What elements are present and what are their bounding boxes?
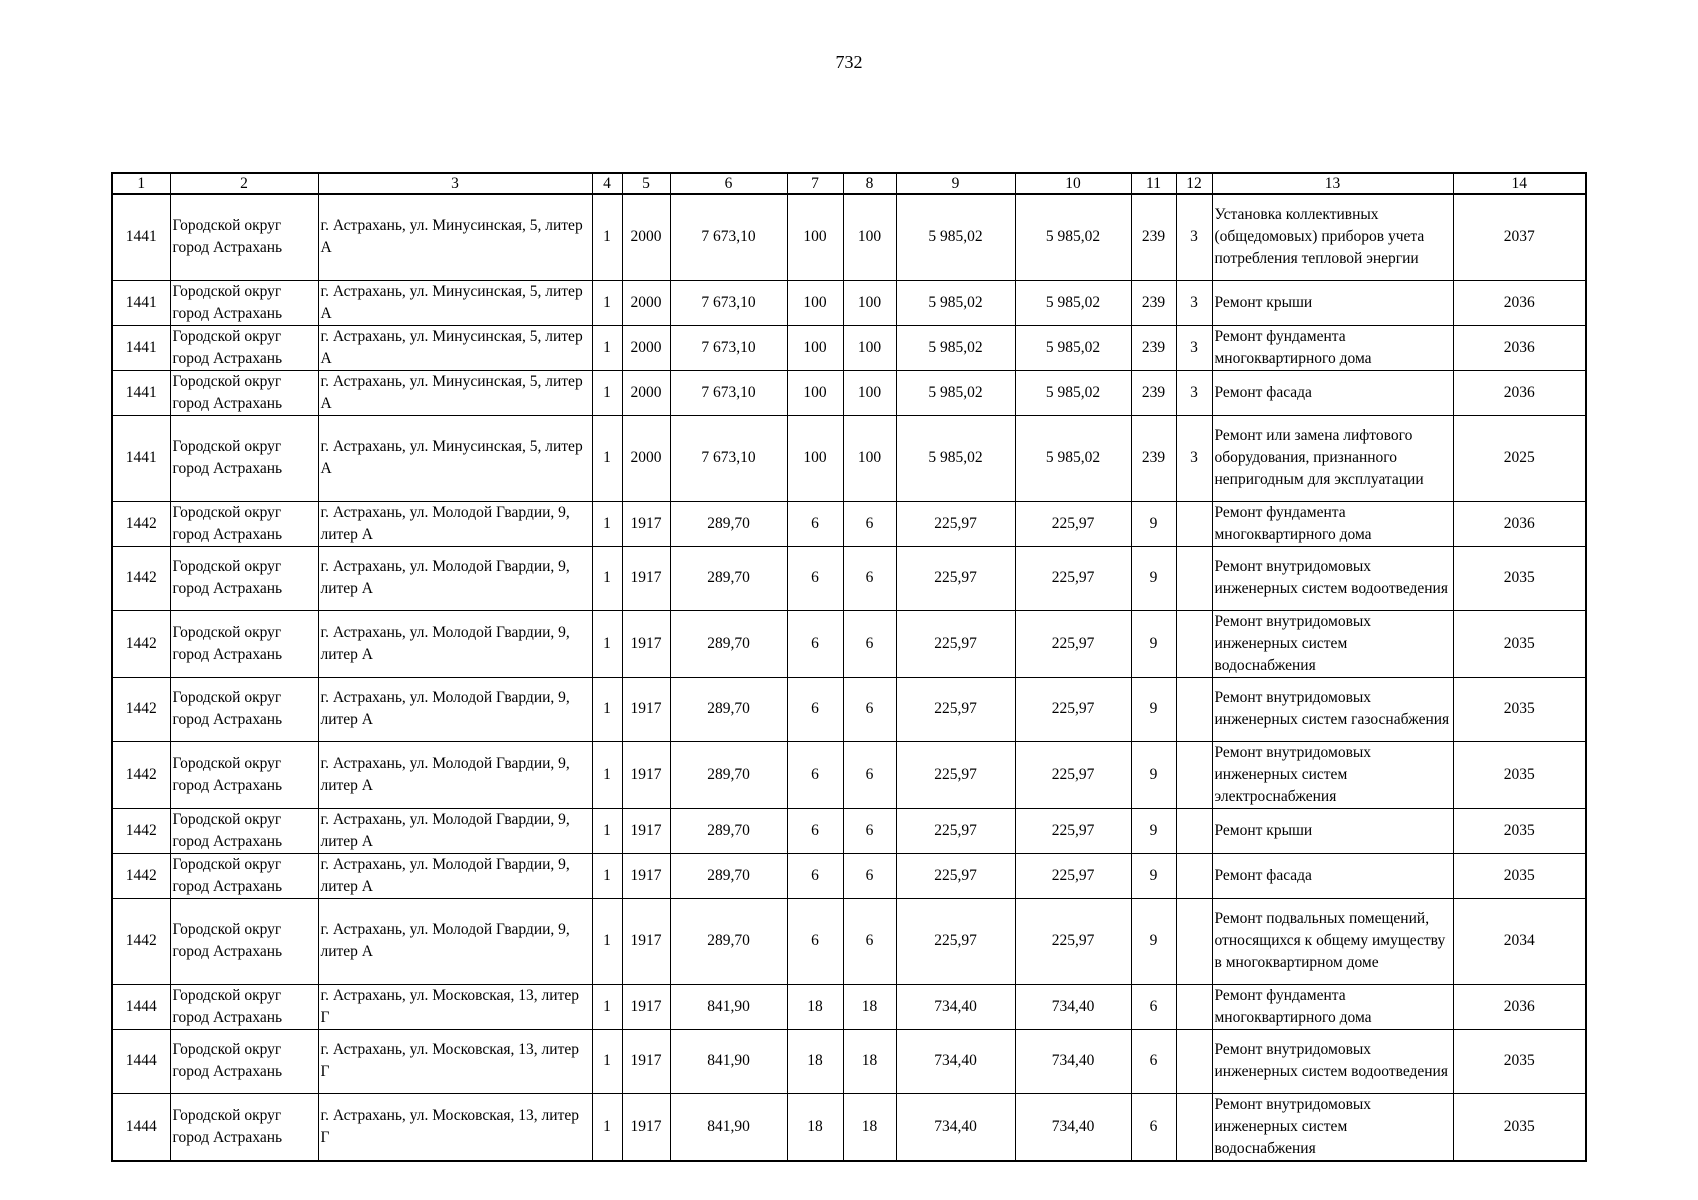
col11-cell: 9 xyxy=(1131,808,1176,853)
col9-cell: 5 985,02 xyxy=(896,325,1015,370)
row-number-cell: 1441 xyxy=(112,415,170,501)
col12-cell xyxy=(1176,1093,1212,1161)
planned-year-cell: 2035 xyxy=(1453,853,1586,898)
col12-cell: 3 xyxy=(1176,370,1212,415)
work-type-cell: Ремонт фундамента многоквартирного дома xyxy=(1212,984,1453,1029)
col9-cell: 5 985,02 xyxy=(896,415,1015,501)
planned-year-cell: 2035 xyxy=(1453,677,1586,741)
address-cell: г. Астрахань, ул. Молодой Гвардии, 9, литер А xyxy=(318,853,592,898)
column-header: 3 xyxy=(318,173,592,194)
col4-cell: 1 xyxy=(592,280,622,325)
col11-cell: 6 xyxy=(1131,984,1176,1029)
area-total-cell: 7 673,10 xyxy=(670,280,787,325)
address-cell: г. Астрахань, ул. Молодой Гвардии, 9, литер А xyxy=(318,898,592,984)
col8-cell: 6 xyxy=(843,546,896,610)
row-number-cell: 1444 xyxy=(112,1029,170,1093)
col9-cell: 734,40 xyxy=(896,1093,1015,1161)
table-body xyxy=(112,194,1586,1161)
column-header: 13 xyxy=(1212,173,1453,194)
col11-cell: 9 xyxy=(1131,853,1176,898)
col9-cell: 734,40 xyxy=(896,984,1015,1029)
work-type-cell: Ремонт внутридомовых инженерных систем водоотведения xyxy=(1212,1029,1453,1093)
col11-cell: 6 xyxy=(1131,1093,1176,1161)
col4-cell: 1 xyxy=(592,984,622,1029)
municipality-cell: Городской округ город Астрахань xyxy=(170,280,318,325)
planned-year-cell: 2036 xyxy=(1453,280,1586,325)
col11-cell: 9 xyxy=(1131,501,1176,546)
col7-cell: 6 xyxy=(787,677,843,741)
work-type-cell: Ремонт внутридомовых инженерных систем водоотведения xyxy=(1212,546,1453,610)
address-cell: г. Астрахань, ул. Молодой Гвардии, 9, литер А xyxy=(318,546,592,610)
year-cell: 2000 xyxy=(622,194,670,280)
year-cell: 2000 xyxy=(622,370,670,415)
col4-cell: 1 xyxy=(592,898,622,984)
col11-cell: 9 xyxy=(1131,610,1176,677)
column-header: 1 xyxy=(112,173,170,194)
municipality-cell: Городской округ город Астрахань xyxy=(170,677,318,741)
col4-cell: 1 xyxy=(592,677,622,741)
col11-cell: 9 xyxy=(1131,741,1176,808)
work-type-cell: Ремонт или замена лифтового оборудования, признанного непригодным для эксплуатации xyxy=(1212,415,1453,501)
table-row xyxy=(112,898,1586,984)
planned-year-cell: 2035 xyxy=(1453,1029,1586,1093)
col11-cell: 239 xyxy=(1131,370,1176,415)
table-row xyxy=(112,325,1586,370)
row-number-cell: 1442 xyxy=(112,741,170,808)
header-row xyxy=(112,173,1586,194)
col10-cell: 5 985,02 xyxy=(1015,325,1131,370)
col9-cell: 225,97 xyxy=(896,677,1015,741)
address-cell: г. Астрахань, ул. Московская, 13, литер Г xyxy=(318,1029,592,1093)
col8-cell: 6 xyxy=(843,898,896,984)
col10-cell: 225,97 xyxy=(1015,808,1131,853)
col10-cell: 5 985,02 xyxy=(1015,415,1131,501)
col4-cell: 1 xyxy=(592,325,622,370)
col10-cell: 734,40 xyxy=(1015,984,1131,1029)
column-header: 6 xyxy=(670,173,787,194)
col4-cell: 1 xyxy=(592,808,622,853)
year-cell: 1917 xyxy=(622,1029,670,1093)
col8-cell: 6 xyxy=(843,677,896,741)
row-number-cell: 1441 xyxy=(112,370,170,415)
column-header: 2 xyxy=(170,173,318,194)
area-total-cell: 841,90 xyxy=(670,984,787,1029)
col9-cell: 225,97 xyxy=(896,546,1015,610)
col12-cell xyxy=(1176,808,1212,853)
work-type-cell: Ремонт фасада xyxy=(1212,370,1453,415)
work-type-cell: Ремонт внутридомовых инженерных систем водоснабжения xyxy=(1212,1093,1453,1161)
municipality-cell: Городской округ город Астрахань xyxy=(170,808,318,853)
col4-cell: 1 xyxy=(592,546,622,610)
col11-cell: 239 xyxy=(1131,194,1176,280)
col7-cell: 100 xyxy=(787,194,843,280)
area-total-cell: 841,90 xyxy=(670,1029,787,1093)
table-row xyxy=(112,280,1586,325)
col7-cell: 18 xyxy=(787,1093,843,1161)
col9-cell: 225,97 xyxy=(896,610,1015,677)
area-total-cell: 289,70 xyxy=(670,808,787,853)
area-total-cell: 289,70 xyxy=(670,501,787,546)
planned-year-cell: 2035 xyxy=(1453,546,1586,610)
col8-cell: 100 xyxy=(843,325,896,370)
address-cell: г. Астрахань, ул. Молодой Гвардии, 9, литер А xyxy=(318,741,592,808)
municipality-cell: Городской округ город Астрахань xyxy=(170,984,318,1029)
col10-cell: 225,97 xyxy=(1015,610,1131,677)
planned-year-cell: 2036 xyxy=(1453,370,1586,415)
municipality-cell: Городской округ город Астрахань xyxy=(170,741,318,808)
col9-cell: 5 985,02 xyxy=(896,194,1015,280)
planned-year-cell: 2036 xyxy=(1453,501,1586,546)
col9-cell: 5 985,02 xyxy=(896,370,1015,415)
col9-cell: 225,97 xyxy=(896,808,1015,853)
area-total-cell: 289,70 xyxy=(670,546,787,610)
address-cell: г. Астрахань, ул. Московская, 13, литер Г xyxy=(318,1093,592,1161)
col4-cell: 1 xyxy=(592,1029,622,1093)
table-row xyxy=(112,415,1586,501)
col12-cell xyxy=(1176,677,1212,741)
planned-year-cell: 2034 xyxy=(1453,898,1586,984)
area-total-cell: 289,70 xyxy=(670,610,787,677)
col10-cell: 225,97 xyxy=(1015,501,1131,546)
col8-cell: 18 xyxy=(843,984,896,1029)
col8-cell: 100 xyxy=(843,194,896,280)
col9-cell: 5 985,02 xyxy=(896,280,1015,325)
planned-year-cell: 2036 xyxy=(1453,325,1586,370)
column-header: 14 xyxy=(1453,173,1586,194)
year-cell: 2000 xyxy=(622,280,670,325)
col7-cell: 18 xyxy=(787,984,843,1029)
col9-cell: 734,40 xyxy=(896,1029,1015,1093)
column-header: 4 xyxy=(592,173,622,194)
page-number: 732 xyxy=(835,52,863,72)
col8-cell: 6 xyxy=(843,808,896,853)
col10-cell: 5 985,02 xyxy=(1015,194,1131,280)
col12-cell: 3 xyxy=(1176,194,1212,280)
area-total-cell: 7 673,10 xyxy=(670,194,787,280)
col8-cell: 18 xyxy=(843,1093,896,1161)
col10-cell: 225,97 xyxy=(1015,677,1131,741)
work-type-cell: Ремонт внутридомовых инженерных систем газоснабжения xyxy=(1212,677,1453,741)
table-row xyxy=(112,370,1586,415)
col7-cell: 6 xyxy=(787,898,843,984)
col10-cell: 225,97 xyxy=(1015,898,1131,984)
area-total-cell: 289,70 xyxy=(670,741,787,808)
col8-cell: 100 xyxy=(843,280,896,325)
col8-cell: 6 xyxy=(843,610,896,677)
col8-cell: 6 xyxy=(843,853,896,898)
work-type-cell: Ремонт подвальных помещений, относящихся к общему имуществу в многоквартирном доме xyxy=(1212,898,1453,984)
year-cell: 1917 xyxy=(622,853,670,898)
column-header: 10 xyxy=(1015,173,1131,194)
address-cell: г. Астрахань, ул. Московская, 13, литер Г xyxy=(318,984,592,1029)
col8-cell: 6 xyxy=(843,741,896,808)
col10-cell: 734,40 xyxy=(1015,1029,1131,1093)
table-row xyxy=(112,1093,1586,1161)
table-row xyxy=(112,741,1586,808)
area-total-cell: 289,70 xyxy=(670,853,787,898)
row-number-cell: 1441 xyxy=(112,280,170,325)
table-row xyxy=(112,610,1586,677)
municipality-cell: Городской округ город Астрахань xyxy=(170,610,318,677)
column-header: 7 xyxy=(787,173,843,194)
col4-cell: 1 xyxy=(592,415,622,501)
col11-cell: 9 xyxy=(1131,677,1176,741)
address-cell: г. Астрахань, ул. Минусинская, 5, литер А xyxy=(318,370,592,415)
col4-cell: 1 xyxy=(592,741,622,808)
col11-cell: 239 xyxy=(1131,280,1176,325)
table-row xyxy=(112,546,1586,610)
area-total-cell: 289,70 xyxy=(670,677,787,741)
municipality-cell: Городской округ город Астрахань xyxy=(170,1093,318,1161)
col12-cell xyxy=(1176,546,1212,610)
column-header: 5 xyxy=(622,173,670,194)
col12-cell: 3 xyxy=(1176,280,1212,325)
municipality-cell: Городской округ город Астрахань xyxy=(170,194,318,280)
table-row xyxy=(112,501,1586,546)
year-cell: 1917 xyxy=(622,501,670,546)
col12-cell xyxy=(1176,898,1212,984)
year-cell: 1917 xyxy=(622,677,670,741)
address-cell: г. Астрахань, ул. Минусинская, 5, литер А xyxy=(318,280,592,325)
col9-cell: 225,97 xyxy=(896,501,1015,546)
municipality-cell: Городской округ город Астрахань xyxy=(170,501,318,546)
work-type-cell: Установка коллективных (общедомовых) приборов учета потребления тепловой энергии xyxy=(1212,194,1453,280)
col11-cell: 239 xyxy=(1131,325,1176,370)
col12-cell xyxy=(1176,853,1212,898)
municipality-cell: Городской округ город Астрахань xyxy=(170,325,318,370)
work-type-cell: Ремонт внутридомовых инженерных систем водоснабжения xyxy=(1212,610,1453,677)
col7-cell: 6 xyxy=(787,610,843,677)
work-type-cell: Ремонт крыши xyxy=(1212,808,1453,853)
row-number-cell: 1444 xyxy=(112,984,170,1029)
row-number-cell: 1442 xyxy=(112,853,170,898)
col7-cell: 6 xyxy=(787,501,843,546)
row-number-cell: 1442 xyxy=(112,898,170,984)
col11-cell: 9 xyxy=(1131,898,1176,984)
table-row xyxy=(112,194,1586,280)
row-number-cell: 1442 xyxy=(112,610,170,677)
planned-year-cell: 2036 xyxy=(1453,984,1586,1029)
year-cell: 1917 xyxy=(622,741,670,808)
col10-cell: 225,97 xyxy=(1015,546,1131,610)
col4-cell: 1 xyxy=(592,610,622,677)
municipality-cell: Городской округ город Астрахань xyxy=(170,370,318,415)
register-table xyxy=(111,172,1587,1162)
planned-year-cell: 2035 xyxy=(1453,1093,1586,1161)
address-cell: г. Астрахань, ул. Минусинская, 5, литер А xyxy=(318,415,592,501)
year-cell: 1917 xyxy=(622,610,670,677)
municipality-cell: Городской округ город Астрахань xyxy=(170,1029,318,1093)
col10-cell: 734,40 xyxy=(1015,1093,1131,1161)
row-number-cell: 1441 xyxy=(112,325,170,370)
col7-cell: 6 xyxy=(787,546,843,610)
address-cell: г. Астрахань, ул. Молодой Гвардии, 9, литер А xyxy=(318,808,592,853)
municipality-cell: Городской округ город Астрахань xyxy=(170,546,318,610)
work-type-cell: Ремонт фундамента многоквартирного дома xyxy=(1212,501,1453,546)
col9-cell: 225,97 xyxy=(896,898,1015,984)
col8-cell: 18 xyxy=(843,1029,896,1093)
address-cell: г. Астрахань, ул. Минусинская, 5, литер А xyxy=(318,194,592,280)
year-cell: 1917 xyxy=(622,984,670,1029)
planned-year-cell: 2035 xyxy=(1453,808,1586,853)
col12-cell: 3 xyxy=(1176,325,1212,370)
col11-cell: 9 xyxy=(1131,546,1176,610)
col12-cell xyxy=(1176,984,1212,1029)
table-row xyxy=(112,808,1586,853)
area-total-cell: 7 673,10 xyxy=(670,415,787,501)
col7-cell: 100 xyxy=(787,370,843,415)
municipality-cell: Городской округ город Астрахань xyxy=(170,853,318,898)
col9-cell: 225,97 xyxy=(896,741,1015,808)
col10-cell: 225,97 xyxy=(1015,853,1131,898)
address-cell: г. Астрахань, ул. Молодой Гвардии, 9, литер А xyxy=(318,610,592,677)
col9-cell: 225,97 xyxy=(896,853,1015,898)
col10-cell: 5 985,02 xyxy=(1015,370,1131,415)
area-total-cell: 841,90 xyxy=(670,1093,787,1161)
col7-cell: 18 xyxy=(787,1029,843,1093)
planned-year-cell: 2035 xyxy=(1453,741,1586,808)
table-row xyxy=(112,984,1586,1029)
col11-cell: 6 xyxy=(1131,1029,1176,1093)
row-number-cell: 1442 xyxy=(112,808,170,853)
municipality-cell: Городской округ город Астрахань xyxy=(170,415,318,501)
row-number-cell: 1442 xyxy=(112,546,170,610)
work-type-cell: Ремонт крыши xyxy=(1212,280,1453,325)
col8-cell: 6 xyxy=(843,501,896,546)
col10-cell: 225,97 xyxy=(1015,741,1131,808)
col4-cell: 1 xyxy=(592,501,622,546)
col12-cell xyxy=(1176,1029,1212,1093)
row-number-cell: 1442 xyxy=(112,501,170,546)
col7-cell: 6 xyxy=(787,741,843,808)
col4-cell: 1 xyxy=(592,370,622,415)
col8-cell: 100 xyxy=(843,415,896,501)
year-cell: 1917 xyxy=(622,898,670,984)
column-header: 11 xyxy=(1131,173,1176,194)
work-type-cell: Ремонт внутридомовых инженерных систем электроснабжения xyxy=(1212,741,1453,808)
col12-cell xyxy=(1176,741,1212,808)
area-total-cell: 7 673,10 xyxy=(670,370,787,415)
col12-cell xyxy=(1176,501,1212,546)
col7-cell: 100 xyxy=(787,415,843,501)
planned-year-cell: 2037 xyxy=(1453,194,1586,280)
row-number-cell: 1442 xyxy=(112,677,170,741)
col7-cell: 6 xyxy=(787,853,843,898)
column-header: 12 xyxy=(1176,173,1212,194)
table-row xyxy=(112,1029,1586,1093)
planned-year-cell: 2025 xyxy=(1453,415,1586,501)
col4-cell: 1 xyxy=(592,853,622,898)
address-cell: г. Астрахань, ул. Молодой Гвардии, 9, литер А xyxy=(318,677,592,741)
col7-cell: 6 xyxy=(787,808,843,853)
year-cell: 1917 xyxy=(622,546,670,610)
column-header: 9 xyxy=(896,173,1015,194)
year-cell: 1917 xyxy=(622,808,670,853)
col10-cell: 5 985,02 xyxy=(1015,280,1131,325)
col11-cell: 239 xyxy=(1131,415,1176,501)
year-cell: 2000 xyxy=(622,415,670,501)
area-total-cell: 289,70 xyxy=(670,898,787,984)
municipality-cell: Городской округ город Астрахань xyxy=(170,898,318,984)
work-type-cell: Ремонт фундамента многоквартирного дома xyxy=(1212,325,1453,370)
col7-cell: 100 xyxy=(787,325,843,370)
year-cell: 2000 xyxy=(622,325,670,370)
planned-year-cell: 2035 xyxy=(1453,610,1586,677)
address-cell: г. Астрахань, ул. Молодой Гвардии, 9, литер А xyxy=(318,501,592,546)
year-cell: 1917 xyxy=(622,1093,670,1161)
work-type-cell: Ремонт фасада xyxy=(1212,853,1453,898)
col7-cell: 100 xyxy=(787,280,843,325)
col4-cell: 1 xyxy=(592,1093,622,1161)
table-row xyxy=(112,853,1586,898)
col8-cell: 100 xyxy=(843,370,896,415)
col12-cell: 3 xyxy=(1176,415,1212,501)
col12-cell xyxy=(1176,610,1212,677)
address-cell: г. Астрахань, ул. Минусинская, 5, литер А xyxy=(318,325,592,370)
row-number-cell: 1444 xyxy=(112,1093,170,1161)
table-row xyxy=(112,677,1586,741)
column-header: 8 xyxy=(843,173,896,194)
area-total-cell: 7 673,10 xyxy=(670,325,787,370)
col4-cell: 1 xyxy=(592,194,622,280)
row-number-cell: 1441 xyxy=(112,194,170,280)
